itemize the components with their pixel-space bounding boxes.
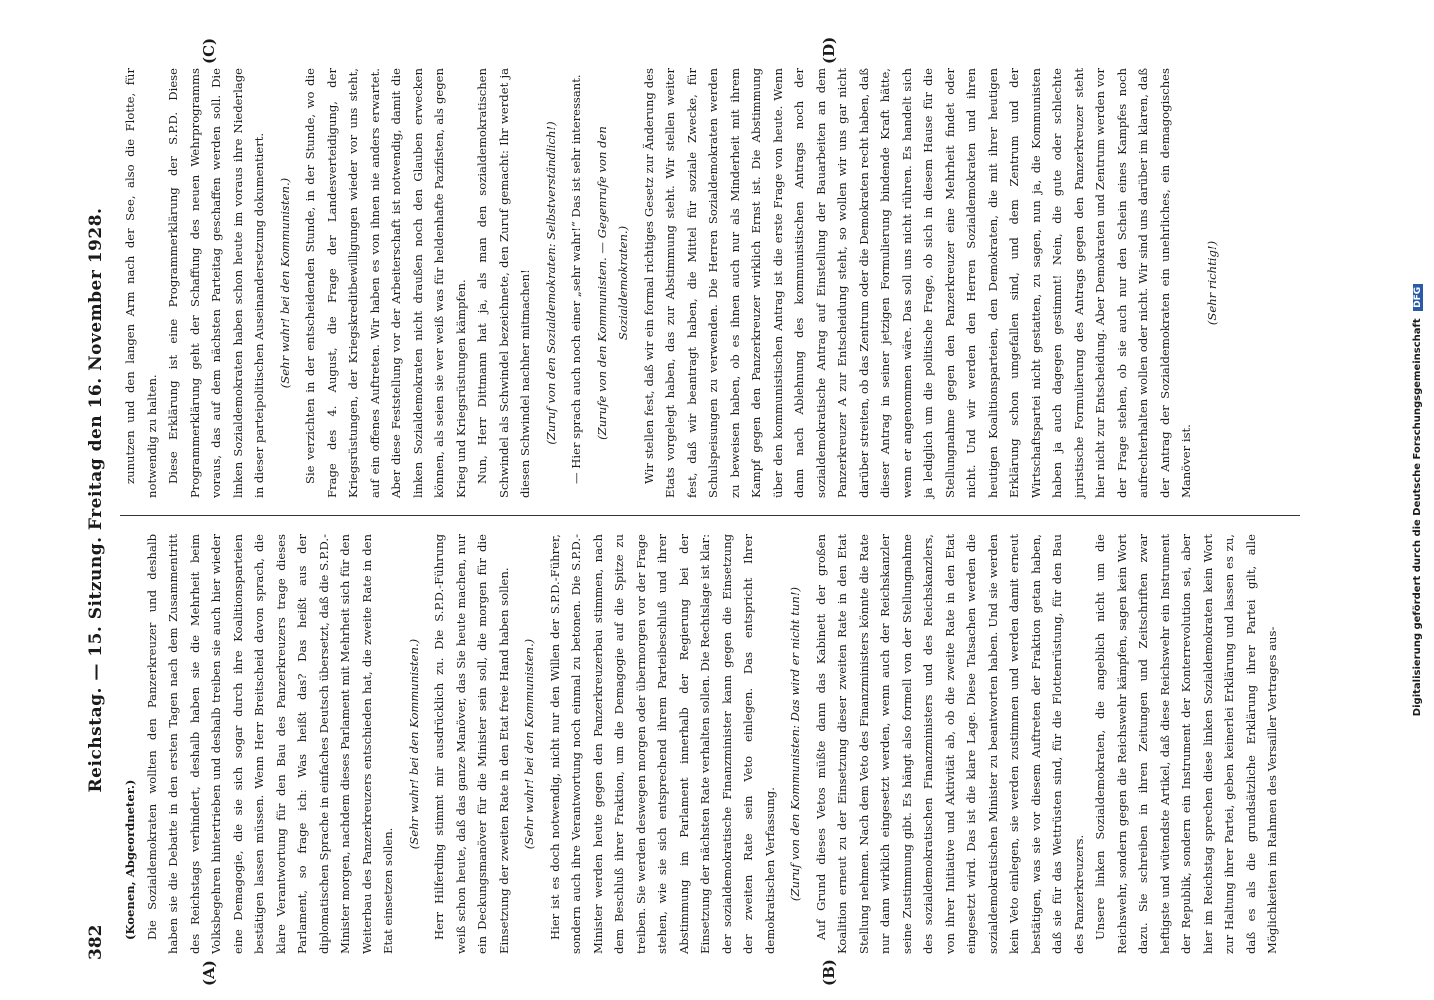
interjection: (Zuruf von den Kommunisten: Das wird er nicht tun!) (788, 586, 802, 902)
paragraph: Auf Grund dieses Vetos müßte dann das Kabinett der großen Koalition erneut zu der Einsetzung dieser zweiten Rate in den Etat Stellung nehmen. Nach dem Veto des Finanzministers könnte die Rate nur dann wirklich eingesetzt werden, wenn auch der Reichskanzler seine Zustimmung gibt. Es hängt also formell von der Stellungnahme des sozialdemokratischen Finanzministers und des Reichskanzlers, von ihrer Initiative und Aktivität ab, ob die zweite Rate in den Etat eingesetzt wird. Das ist die klare Lage. Diese Tatsachen werden die sozialdemokratischen Minister zu beantworten haben. Und sie werden kein Veto einlegen, sie werden zustimmen und werden damit erneut bestätigen, was sie vor diesem Auftreten der Fraktion getan haben, daß sie für das Wettrüsten sind, für die Flottenrüstung, für den Bau des Panzerkreuzers. (813, 534, 1086, 954)
paragraph: Herr Hilferding stimmt mir ausdrücklich zu. Die S.P.D.-Führung weiß schon heute, daß das ganze Manöver, das Sie heute machen, nur ein Deckungsmanöver für die Minister sein soll, die morgen für die Einsetzung der zweiten Rate in den Etat freie Hand haben sollen. (432, 534, 511, 954)
left-column (120, 534, 1284, 954)
interjection: (Sehr wahr! bei den Kommunisten.) (522, 638, 536, 850)
right-column (120, 68, 1227, 498)
paragraph: Hier ist es doch notwendig, nicht nur den Willen der S.P.D.-Führer, sondern auch ihre Verantwortung noch einmal zu betonen. Die S.P.D.-Minister werden heute gegen den Panzerkreuzerbau stimmen, nach dem Beschluß ihrer Fraktion, um die Demagogie auf die Spitze zu treiben. Sie werden deswegen morgen oder übermorgen vor der Frage stehen, wie sie sich entsprechend ihrem Parteibeschluß und ihrer Abstimmung im Parlament innerhalb der Regierung bei der Einsetzung der nächsten Rate verhalten sollen. Die Rechtslage ist klar: der sozialdemokratische Finanzminister kann gegen die Einsetzung der zweiten Rate sein Veto einlegen. Das entspricht Ihrer demokratischen Verfassung. (547, 534, 777, 954)
page-header (80, 40, 114, 960)
paragraph: Nun, Herr Dittmann hat ja, als man den sozialdemokratischen Schwindel als Schwindel bezeichnete, den Zuruf gemacht: Ihr werdet ja diesen Schwindel nachher mitmachen! (475, 68, 532, 498)
paragraph: Die Sozialdemokraten wollten den Panzerkreuzer und deshalb haben sie die Debatte in den ersten Tagen nach dem Zusammentritt des Reichstags verhindert, deshalb haben sie die Mehrheit beim Volksbegehren hintertrieben und deshalb treiben sie auch hier wieder eine Demagogie, die sie sich sogar durch ihre Koalitionsparteien bestätigen lassen müssen. Wenn Herr Breitscheid davon sprach, die klare Verantwortung für den Bau des Panzerkreuzers trage dieses Parlament, so frage ich: Was heißt das? Das heißt aus der diplomatischen Sprache in einfaches Deutsch übersetzt, daß die S.P.D.-Minister morgen, nachdem dieses Parlament mit Mehrheit sich für den Weiterbau des Panzerkreuzers entschieden hat, die zweite Rate in den Etat einsetzen sollen. (144, 534, 395, 954)
paragraph: Sie verzichten in der entscheidenden Stunde, in der Stunde, wo die Frage des 4. August, die Frage der Landesverteidigung, der Kriegsrüstungen, der Kriegskreditbewilligungen wieder vor uns steht, auf ein offenes Auftreten. Wir haben es von ihnen nie anders erwartet. Aber diese Feststellung vor der Arbeiterschaft ist notwendig, damit die linken Sozialdemokraten nicht draußen noch den Glauben erwecken können, als seien sie wer weiß was für heldenhafte Pazifisten, als gegen Krieg und Kriegsrüstungen kämpfen. (303, 68, 468, 498)
interjection: (Zuruf von den Sozialdemokraten: Selbstverständlich!) (543, 121, 558, 445)
paragraph: Wir stellen fest, daß wir ein formal richtiges Gesetz zur Änderung des Etats vorgelegt haben, das zur Abstimmung steht. Wir stellen weiter fest, daß wir beantragt haben, die Mittel für soziale Zwecke, für Schulspeisungen zu verwenden. Die Herren Sozialdemokraten werden zu beweisen haben, ob es ihnen auch nur als Minderheit mit ihrem Kampf gegen den Panzerkreuzer wirklich Ernst ist. Die Abstimmung über den kommunistischen Antrag ist die erste Frage von heute. Wenn dann nach Ablehnung des kommunistischen Antrags noch der sozialdemokratische Antrag auf Einstellung der Bauarbeiten an dem Panzerkreuzer A zur Entscheidung steht, so wollen wir uns gar nicht darüber streiten, ob das Zentrum oder die Demokraten recht haben, daß dieser Antrag in seiner jetzigen Formulierung bindende Kraft hätte, wenn er angenommen wäre. Das soll uns nicht rühren. Es handelt sich ja lediglich um die politische Frage, ob sich in diesem Hause für die Stellungnahme gegen den Panzerkreuzer eine Mehrheit findet oder nicht. Und wir werden den Herren Sozialdemokraten und ihren heutigen Koalitionsparteien, den Demokraten, die mit ihrer heutigen Erklärung schon umgefallen sind, und dem Zentrum und der Wirtschaftspartei nicht gestatten, zu sagen, nun ja, die Kommunisten haben ja auch dagegen gestimmt! Nein, die gute oder schlechte juristische Formulierung des Antrags gegen den Panzerkreuzer steht hier nicht zur Entscheidung. Aber Demokraten und Zentrum werden vor der Frage stehen, ob sie auch nur den Schein eines Kampfes noch aufrechterhalten wollen oder nicht. Wir sind uns darüber im klaren, daß der Antrag der Sozialdemokraten ein unehrliches, ein demagogisches Manöver ist. (641, 68, 1193, 498)
funding-note (1412, 10, 1430, 990)
paragraph: zunutzen und den langen Arm nach der See, also die Flotte, für notwendig zu halten. (123, 68, 159, 498)
dfg-logo: DFG (1413, 284, 1423, 311)
column-divider (120, 515, 1300, 516)
interjection: (Zurufe von den Kommunisten. — Gegenrufe von den Sozialdemokraten.) (594, 126, 630, 440)
paragraph: Diese Erklärung ist eine Programmerklärung der S.P.D. Diese Programmerklärung geht der Schaffung des neuen Wehrprogramms voraus, das auf dem nächsten Parteitag geschaffen werden soll. Die linken Sozialdemokraten haben schon heute im voraus ihre Niederlage in dieser parteipolitischen Auseinandersetzung dokumentiert. (166, 68, 266, 498)
interjection: (Sehr wahr! bei den Kommunisten.) (277, 177, 292, 389)
funding-text: Digitalisierung gefördert durch die Deutsche Forschungsgemeinschaft (1412, 318, 1423, 717)
interjection: (Sehr wahr! bei den Kommunisten.) (406, 638, 421, 850)
speaker-label: (Koenen, Abgeordneter.) (123, 779, 137, 940)
paragraph: — Hier sprach auch noch einer „sehr wahr!“ Das ist sehr interessant. (569, 74, 583, 484)
margin-marker-a: (A) (200, 960, 218, 986)
margin-marker-b: (B) (820, 959, 838, 986)
page-number: 382 (86, 924, 106, 960)
funding-sidebar (1412, 10, 1430, 990)
page-title: Reichstag. — 15. Sitzung. Freitag den 16. November 1928. (86, 207, 106, 793)
rotated-page (80, 36, 1340, 986)
margin-marker-c: (C) (200, 37, 218, 64)
paragraph: Unsere linken Sozialdemokraten, die angeblich nicht um die Reichswehr, sondern gegen die Reichswehr kämpfen, sagen kein Wort dazu. Sie schreiben in ihren Zeitungen und Zeitschriften zwar heftigste und wütendste Artikel, daß diese Reichswehr ein Instrument der Republik, sondern ein Instrument der Konterrevolution sei, aber hier im Reichstag sprechen diese linken Sozialdemokraten kein Wort zur Haltung ihrer Partei, geben keinerlei Erklärung und lassen es zu, daß es als die grundsätzliche Erklärung ihrer Partei gilt, alle Möglichkeiten im Rahmen des Versailler Vertrages aus- (1093, 534, 1279, 954)
margin-marker-d: (D) (820, 36, 838, 64)
interjection: (Sehr richtig!) (1204, 240, 1219, 326)
